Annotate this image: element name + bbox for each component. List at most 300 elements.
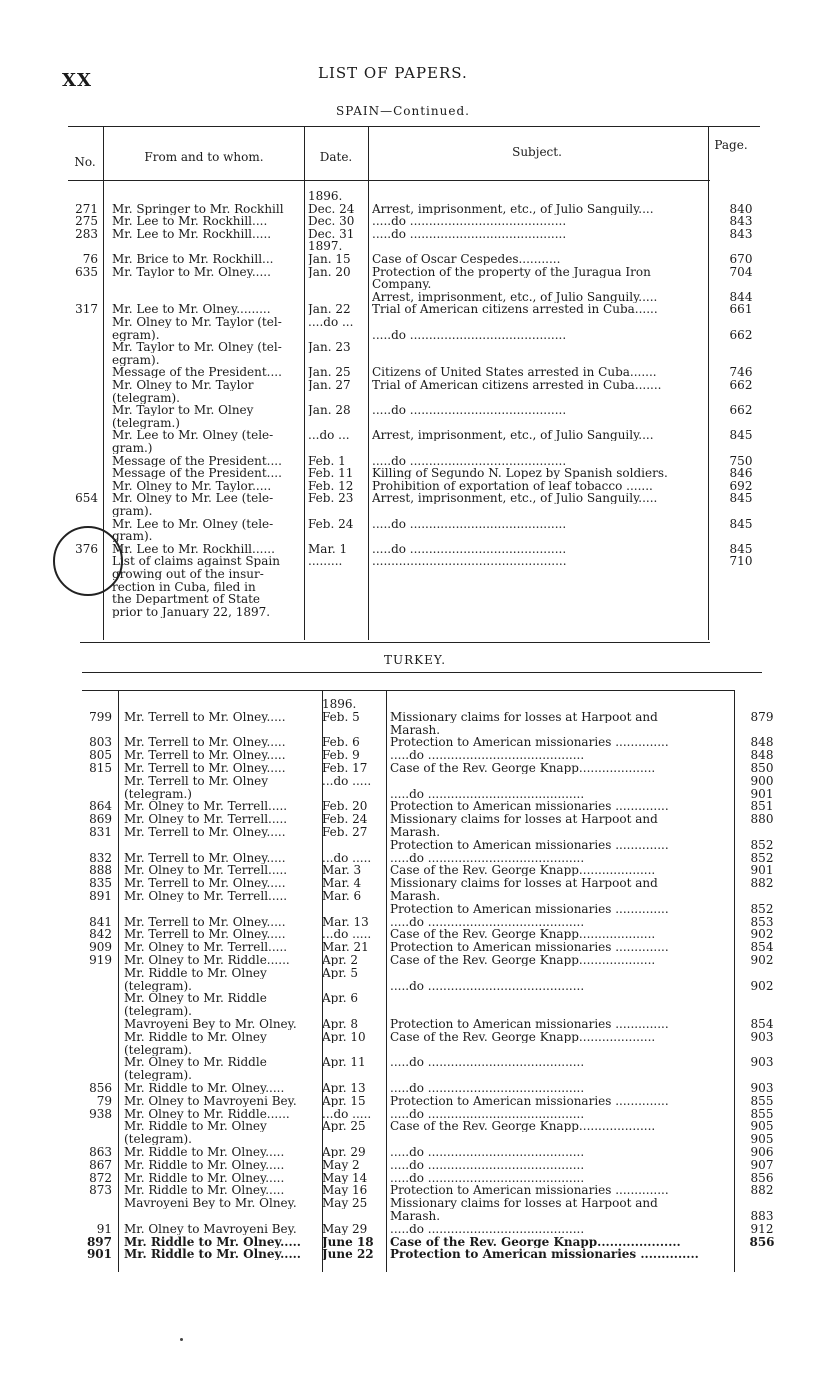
from-to: Mr. Terrell to Mr. Olney..... bbox=[124, 928, 286, 941]
from-to: Mavroyeni Bey to Mr. Olney. bbox=[124, 1018, 297, 1030]
turkey-row bbox=[0, 762, 831, 774]
subject: .....do ......................................... bbox=[372, 454, 567, 467]
from-to: Mr. Taylor to Mr. Olney..... bbox=[112, 265, 271, 278]
date: Jan. 22 bbox=[308, 303, 351, 316]
date: Jan. 15 bbox=[308, 253, 351, 265]
paper-number: 872 bbox=[89, 1170, 112, 1185]
date: Apr. 25 bbox=[322, 1120, 366, 1133]
subject: Protection to American missionaries .............. bbox=[390, 736, 669, 749]
subject: .....do ......................................... bbox=[390, 851, 585, 864]
subject: .....do ......................................... bbox=[390, 979, 585, 992]
date: Apr. 2 bbox=[322, 954, 359, 966]
from-to: Mr. Riddle to Mr. Olney..... bbox=[124, 1082, 285, 1094]
from-to: (telegram). bbox=[124, 1043, 192, 1056]
turkey-row bbox=[0, 698, 831, 710]
page-ref: 846 bbox=[729, 466, 753, 481]
turkey-row bbox=[0, 954, 831, 966]
date: Dec. 30 bbox=[308, 215, 355, 228]
from-to: (telegram). bbox=[124, 979, 192, 992]
paper-number: 376 bbox=[75, 541, 98, 556]
subject: Protection to American missionaries .............. bbox=[390, 1184, 669, 1197]
spain-row bbox=[0, 240, 831, 252]
page-ref: 902 bbox=[750, 953, 774, 967]
turkey-row bbox=[0, 1236, 831, 1248]
page-ref: 901 bbox=[750, 786, 774, 801]
page-title: LIST OF PAPERS. bbox=[318, 64, 468, 82]
page-ref: 852 bbox=[750, 850, 774, 865]
spain-header-rule bbox=[68, 180, 710, 181]
subject: .....do ......................................... bbox=[372, 227, 567, 240]
subject: Case of the Rev. George Knapp.................... bbox=[390, 1030, 656, 1043]
date: Mar. 21 bbox=[322, 941, 369, 954]
turkey-row bbox=[0, 928, 831, 940]
from-to: Mr. Terrell to Mr. Olney..... bbox=[124, 736, 286, 749]
date: 1896. bbox=[308, 190, 343, 202]
page-ref: 661 bbox=[729, 302, 753, 317]
from-to: Mr. Riddle to Mr. Olney..... bbox=[124, 1248, 301, 1261]
subject: Protection of the property of the Juragua Iron bbox=[372, 265, 651, 278]
date: May 29 bbox=[322, 1222, 368, 1235]
from-to: Mr. Olney to Mr. Riddle...... bbox=[124, 954, 290, 966]
date: Jan. 28 bbox=[308, 404, 351, 417]
date: Dec. 31 bbox=[308, 227, 355, 240]
turkey-row bbox=[0, 890, 831, 902]
from-to: Mr. Olney to Mr. Terrell..... bbox=[124, 941, 288, 954]
date: Apr. 8 bbox=[322, 1018, 359, 1030]
from-to: Mr. Riddle to Mr. Olney bbox=[124, 966, 267, 979]
page-ref: 905 bbox=[750, 1132, 774, 1147]
page-ref: 903 bbox=[750, 1055, 774, 1070]
spain-row bbox=[0, 455, 831, 467]
turkey-row bbox=[0, 788, 831, 800]
page-ref: 662 bbox=[729, 327, 753, 342]
paper-number: 79 bbox=[96, 1093, 112, 1108]
from-to: Mr. Riddle to Mr. Olney..... bbox=[124, 1146, 285, 1158]
subject: Case of Oscar Cespedes........... bbox=[372, 253, 561, 265]
subject: .....do ......................................... bbox=[390, 1056, 585, 1069]
page-ref: 710 bbox=[729, 554, 753, 569]
spain-row bbox=[0, 303, 831, 315]
date: May 16 bbox=[322, 1184, 368, 1197]
turkey-row bbox=[0, 1069, 831, 1081]
turkey-row bbox=[0, 1120, 831, 1132]
subject: Case of the Rev. George Knapp.................... bbox=[390, 928, 656, 941]
turkey-row bbox=[0, 1031, 831, 1043]
from-to: Mr. Lee to Mr. Rockhill...... bbox=[112, 542, 275, 555]
paper-number: 901 bbox=[86, 1247, 112, 1262]
turkey-row bbox=[0, 1172, 831, 1184]
page-ref: 852 bbox=[750, 901, 774, 916]
subject: Arrest, imprisonment, etc., of Julio Sanguily.... bbox=[372, 429, 654, 442]
turkey-row bbox=[0, 852, 831, 864]
turkey-row bbox=[0, 839, 831, 851]
spain-row bbox=[0, 417, 831, 429]
page-ref: 853 bbox=[750, 914, 774, 929]
from-to: Mr. Olney to Mr. Lee (tele- bbox=[112, 492, 274, 505]
paper-number: 888 bbox=[89, 863, 112, 878]
paper-number: 654 bbox=[75, 491, 98, 506]
header-from: From and to whom. bbox=[144, 150, 264, 164]
page-ref: 662 bbox=[729, 378, 753, 392]
from-to: Mr. Brice to Mr. Rockhill... bbox=[112, 253, 274, 265]
paper-number: 831 bbox=[89, 825, 112, 839]
spain-row bbox=[0, 568, 831, 580]
date: ...do ... bbox=[308, 429, 350, 442]
spain-row bbox=[0, 467, 831, 479]
spain-row bbox=[0, 505, 831, 517]
from-to: gram.) bbox=[112, 442, 153, 454]
from-to: Mr. Riddle to Mr. Olney..... bbox=[124, 1158, 285, 1171]
date: 1897. bbox=[308, 240, 343, 253]
date: Feb. 27 bbox=[322, 826, 368, 838]
spain-row bbox=[0, 480, 831, 492]
subject: .....do ......................................... bbox=[390, 1171, 585, 1184]
turkey-row bbox=[0, 1056, 831, 1068]
turkey-row bbox=[0, 736, 831, 748]
turkey-row bbox=[0, 1223, 831, 1235]
from-to: Mr. Terrell to Mr. Olney..... bbox=[124, 877, 286, 890]
from-to: Mr. Lee to Mr. Olney......... bbox=[112, 303, 271, 316]
spain-row bbox=[0, 341, 831, 353]
page-ref: 902 bbox=[750, 978, 774, 993]
from-to: gram). bbox=[112, 505, 153, 517]
turkey-row bbox=[0, 1095, 831, 1107]
page-ref: 907 bbox=[750, 1157, 774, 1172]
from-to: Mr. Riddle to Mr. Olney..... bbox=[124, 1171, 285, 1184]
from-to: Mr. Lee to Mr. Olney (tele- bbox=[112, 517, 274, 530]
page-ref: 854 bbox=[750, 940, 774, 955]
page-ref: 851 bbox=[750, 799, 774, 814]
page-ref: 843 bbox=[729, 226, 753, 241]
from-to: Mr. Terrell to Mr. Olney..... bbox=[124, 749, 286, 762]
paper-number: 867 bbox=[89, 1157, 112, 1172]
from-to: Mr. Olney to Mr. Taylor..... bbox=[112, 479, 272, 492]
date: Mar. 13 bbox=[322, 915, 369, 928]
subject: .....do ......................................... bbox=[372, 542, 567, 555]
date: Feb. 5 bbox=[322, 710, 360, 723]
from-to: Mr. Olney to Mr. Terrell..... bbox=[124, 813, 288, 826]
turkey-row bbox=[0, 749, 831, 761]
from-to: prior to January 22, 1897. bbox=[112, 605, 271, 618]
turkey-row bbox=[0, 1146, 831, 1158]
from-to: Message of the President.... bbox=[112, 366, 282, 379]
turkey-top-rule bbox=[82, 672, 762, 673]
paper-number: 873 bbox=[89, 1183, 112, 1198]
page-ref: 845 bbox=[729, 428, 753, 443]
turkey-row bbox=[0, 1210, 831, 1222]
page-ref: 845 bbox=[729, 516, 753, 531]
from-to: Mavroyeni Bey to Mr. Olney. bbox=[124, 1197, 297, 1210]
date: Feb. 9 bbox=[322, 749, 360, 762]
paper-number: 938 bbox=[89, 1106, 112, 1121]
turkey-row bbox=[0, 1018, 831, 1030]
paper-number: 869 bbox=[89, 812, 112, 827]
page-ref: 903 bbox=[750, 1029, 774, 1044]
page-ref: 900 bbox=[750, 773, 774, 788]
from-to: Mr. Terrell to Mr. Olney..... bbox=[124, 915, 286, 928]
page-number: XX bbox=[62, 70, 92, 91]
paper-number: 835 bbox=[89, 876, 112, 891]
from-to: Mr. Riddle to Mr. Olney..... bbox=[124, 1235, 301, 1248]
page-ref: 855 bbox=[750, 1093, 774, 1108]
page-ref: 704 bbox=[729, 264, 753, 279]
date: ......... bbox=[308, 555, 343, 568]
subject: Marash. bbox=[390, 890, 441, 902]
header-subject: Subject. bbox=[512, 145, 562, 159]
subject: Case of the Rev. George Knapp.................... bbox=[390, 864, 656, 877]
from-to: Mr. Olney to Mr. Riddle bbox=[124, 992, 267, 1005]
subject: Protection to American missionaries .............. bbox=[390, 1248, 699, 1261]
spain-row bbox=[0, 190, 831, 202]
from-to: Mr. Riddle to Mr. Olney..... bbox=[124, 1184, 285, 1197]
page-ref: 855 bbox=[750, 1106, 774, 1121]
page-ref: 662 bbox=[729, 403, 753, 418]
from-to: egram). bbox=[112, 353, 160, 366]
turkey-row bbox=[0, 1044, 831, 1056]
spain-bottom-rule bbox=[80, 642, 710, 643]
spain-row bbox=[0, 492, 831, 504]
subject: Arrest, imprisonment, etc., of Julio Sanguily..... bbox=[372, 290, 658, 303]
subject: Prohibition of exportation of leaf tobacco ....... bbox=[372, 479, 653, 492]
turkey-row bbox=[0, 877, 831, 889]
page-ref: 880 bbox=[750, 812, 774, 827]
date: June 18 bbox=[322, 1235, 374, 1248]
date: Jan. 25 bbox=[308, 366, 351, 379]
paper-number: 799 bbox=[89, 709, 112, 724]
date: ....do ... bbox=[308, 316, 354, 328]
turkey-row bbox=[0, 916, 831, 928]
date: Apr. 5 bbox=[322, 966, 359, 979]
turkey-row bbox=[0, 864, 831, 876]
subject: Protection to American missionaries .............. bbox=[390, 1094, 669, 1107]
date: Feb. 6 bbox=[322, 736, 360, 749]
subject: Missionary claims for losses at Harpoot and bbox=[390, 710, 658, 723]
date: Feb. 12 bbox=[308, 479, 354, 492]
date: Feb. 11 bbox=[308, 467, 354, 480]
spain-row bbox=[0, 215, 831, 227]
subject: Protection to American missionaries .............. bbox=[390, 941, 669, 954]
subject: .....do ......................................... bbox=[372, 328, 567, 341]
from-to: Mr. Lee to Mr. Rockhill.... bbox=[112, 215, 268, 228]
date: Dec. 24 bbox=[308, 202, 355, 215]
date: Apr. 15 bbox=[322, 1094, 366, 1107]
spain-row bbox=[0, 442, 831, 454]
spain-row bbox=[0, 316, 831, 328]
from-to: gram). bbox=[112, 530, 153, 543]
turkey-row bbox=[0, 1184, 831, 1196]
page-ref: 670 bbox=[729, 252, 753, 266]
spain-row bbox=[0, 203, 831, 215]
subject: Missionary claims for losses at Harpoot and bbox=[390, 813, 658, 826]
subject: Protection to American missionaries .............. bbox=[390, 902, 669, 915]
spain-top-rule bbox=[68, 126, 760, 127]
from-to: Mr. Olney to Mr. Terrell..... bbox=[124, 800, 288, 813]
paper-number: 909 bbox=[89, 940, 112, 955]
subject: Protection to American missionaries .............. bbox=[390, 800, 669, 813]
paper-number: 919 bbox=[89, 953, 112, 967]
subject: Case of the Rev. George Knapp.................... bbox=[390, 762, 656, 774]
page-ref: 901 bbox=[750, 863, 774, 878]
turkey-row bbox=[0, 1005, 831, 1017]
subject: Missionary claims for losses at Harpoot and bbox=[390, 1197, 658, 1210]
page-ref: 856 bbox=[749, 1234, 775, 1249]
paper-number: 803 bbox=[89, 735, 112, 750]
page-ref: 848 bbox=[750, 735, 774, 750]
section-title-spain: SPAIN—Continued. bbox=[336, 104, 470, 118]
from-to: Mr. Olney to Mavroyeni Bey. bbox=[124, 1222, 297, 1235]
page-ref: 912 bbox=[750, 1221, 774, 1236]
turkey-row bbox=[0, 903, 831, 915]
subject: Case of the Rev. George Knapp.................... bbox=[390, 1235, 681, 1248]
date: Apr. 6 bbox=[322, 992, 359, 1005]
subject: .....do ......................................... bbox=[390, 1082, 585, 1094]
subject: .....do ......................................... bbox=[390, 749, 585, 762]
page-ref: 840 bbox=[729, 201, 753, 216]
turkey-row bbox=[0, 967, 831, 979]
paper-number: 815 bbox=[89, 761, 112, 775]
date: June 22 bbox=[322, 1248, 374, 1261]
turkey-row bbox=[0, 800, 831, 812]
spain-row bbox=[0, 404, 831, 416]
paper-number: 856 bbox=[89, 1081, 112, 1095]
subject: Arrest, imprisonment, etc., of Julio Sanguily.... bbox=[372, 202, 654, 215]
subject: Missionary claims for losses at Harpoot and bbox=[390, 877, 658, 890]
spain-row bbox=[0, 606, 831, 618]
date: Apr. 13 bbox=[322, 1082, 366, 1094]
paper-number: 842 bbox=[89, 927, 112, 942]
paper-number: 76 bbox=[82, 252, 98, 266]
spain-row bbox=[0, 291, 831, 303]
header-date: Date. bbox=[319, 150, 353, 164]
subject: Marash. bbox=[390, 826, 441, 838]
subject: Killing of Segundo N. Lopez by Spanish soldiers. bbox=[372, 467, 668, 480]
from-to: Mr. Springer to Mr. Rockhill bbox=[112, 202, 284, 215]
date: Jan. 20 bbox=[308, 265, 351, 278]
turkey-row bbox=[0, 1082, 831, 1094]
turkey-header-rule bbox=[82, 690, 734, 691]
turkey-row bbox=[0, 724, 831, 736]
from-to: rection in Cuba, filed in bbox=[112, 580, 256, 593]
from-to: Message of the President.... bbox=[112, 454, 282, 467]
from-to: Mr. Terrell to Mr. Olney..... bbox=[124, 851, 286, 864]
page-ref: 750 bbox=[729, 453, 753, 468]
date: Mar. 3 bbox=[322, 864, 362, 877]
page-ref: 845 bbox=[729, 491, 753, 506]
paper-number: 805 bbox=[89, 748, 112, 763]
paper-number: 271 bbox=[75, 201, 98, 216]
from-to: egram). bbox=[112, 328, 160, 341]
from-to: Mr. Terrell to Mr. Olney bbox=[124, 774, 269, 787]
header-no: No. bbox=[74, 155, 96, 169]
date: 1896. bbox=[322, 698, 357, 710]
paper-number: 891 bbox=[89, 889, 112, 903]
turkey-row bbox=[0, 1133, 831, 1145]
date: Mar. 1 bbox=[308, 542, 348, 555]
subject: .....do ......................................... bbox=[390, 915, 585, 928]
from-to: Mr. Taylor to Mr. Olney bbox=[112, 404, 254, 417]
page-ref: 903 bbox=[750, 1081, 774, 1095]
from-to: List of claims against Spain bbox=[112, 555, 280, 568]
from-to: Mr. Terrell to Mr. Olney..... bbox=[124, 762, 286, 774]
date: Feb. 23 bbox=[308, 492, 354, 505]
subject: .....do ......................................... bbox=[390, 1158, 585, 1171]
from-to: (telegram). bbox=[124, 1133, 192, 1146]
subject: .....do ......................................... bbox=[390, 1107, 585, 1120]
subject: Company. bbox=[372, 278, 432, 291]
date: May 14 bbox=[322, 1171, 368, 1184]
date: ...do ..... bbox=[322, 774, 372, 787]
page-ref: 883 bbox=[750, 1209, 774, 1223]
date: May 25 bbox=[322, 1197, 368, 1210]
date: Feb. 24 bbox=[308, 517, 354, 530]
subject: Arrest, imprisonment, etc., of Julio Sanguily..... bbox=[372, 492, 658, 505]
date: May 2 bbox=[322, 1158, 360, 1171]
date: Mar. 6 bbox=[322, 890, 362, 902]
header-page: Page. bbox=[714, 138, 748, 152]
spain-row bbox=[0, 543, 831, 555]
turkey-row bbox=[0, 980, 831, 992]
spain-row bbox=[0, 228, 831, 240]
spain-row bbox=[0, 253, 831, 265]
turkey-row bbox=[0, 1248, 831, 1260]
page-ref: 692 bbox=[729, 478, 753, 493]
page-ref: 882 bbox=[750, 876, 774, 891]
spain-row bbox=[0, 329, 831, 341]
subject: Trial of American citizens arrested in Cuba...... bbox=[372, 303, 658, 316]
turkey-row bbox=[0, 775, 831, 787]
subject: .....do ......................................... bbox=[390, 1146, 585, 1158]
turkey-row bbox=[0, 1197, 831, 1209]
page-ref: 852 bbox=[750, 837, 774, 852]
date: Apr. 10 bbox=[322, 1030, 366, 1043]
date: Jan. 27 bbox=[308, 379, 351, 391]
spain-row bbox=[0, 593, 831, 605]
paper-number: 897 bbox=[86, 1234, 112, 1249]
date: ...do ..... bbox=[322, 1107, 372, 1120]
page-ref: 882 bbox=[750, 1183, 774, 1198]
spain-row bbox=[0, 530, 831, 542]
from-to: Mr. Olney to Mr. Riddle bbox=[124, 1056, 267, 1069]
date: ...do ..... bbox=[322, 851, 372, 864]
turkey-row bbox=[0, 941, 831, 953]
ink-circle-annotation bbox=[53, 526, 123, 596]
from-to: Mr. Lee to Mr. Rockhill..... bbox=[112, 227, 272, 240]
subject: .....do ......................................... bbox=[390, 787, 585, 800]
page-ref: 850 bbox=[750, 761, 774, 775]
subject: Case of the Rev. George Knapp.................... bbox=[390, 954, 656, 966]
date: Apr. 11 bbox=[322, 1056, 366, 1069]
subject: Citizens of United States arrested in Cuba....... bbox=[372, 366, 657, 379]
from-to: Mr. Lee to Mr. Olney (tele- bbox=[112, 429, 274, 442]
paper-number: 864 bbox=[89, 799, 112, 814]
subject: Marash. bbox=[390, 1210, 441, 1222]
from-to: (telegram). bbox=[124, 1005, 192, 1018]
from-to: Mr. Olney to Mr. Riddle...... bbox=[124, 1107, 290, 1120]
from-to: Mr. Terrell to Mr. Olney..... bbox=[124, 826, 286, 838]
from-to: Mr. Riddle to Mr. Olney bbox=[124, 1120, 267, 1133]
paper-number: 832 bbox=[89, 850, 112, 865]
spain-row bbox=[0, 555, 831, 567]
from-to: Mr. Riddle to Mr. Olney bbox=[124, 1030, 267, 1043]
paper-number: 635 bbox=[75, 264, 98, 279]
spain-row bbox=[0, 266, 831, 278]
page-ref: 906 bbox=[750, 1145, 774, 1159]
spain-row bbox=[0, 354, 831, 366]
from-to: (telegram). bbox=[124, 1069, 192, 1082]
page-ref: 856 bbox=[750, 1170, 774, 1185]
subject: .....do ......................................... bbox=[372, 215, 567, 228]
turkey-row bbox=[0, 826, 831, 838]
